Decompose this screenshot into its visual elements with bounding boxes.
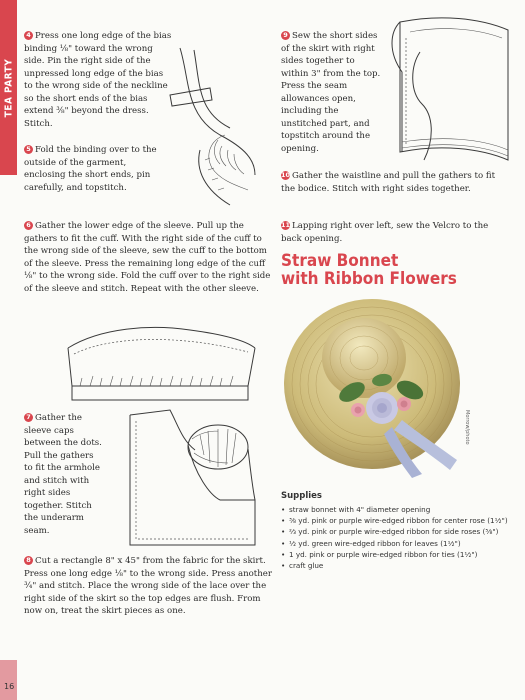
- supply-item: • ¹⁄₂ yd. green wire-edged ribbon for leaves (1¹⁄₂"): [281, 538, 511, 549]
- step-9: [281, 30, 381, 155]
- step-number: 7: [24, 413, 33, 422]
- straw-bonnet-photo: [282, 292, 467, 482]
- supply-item: • 1 yd. pink or purple wire-edged ribbon for ties (1¹⁄₂"): [281, 549, 511, 560]
- bonnet-title: [281, 252, 481, 288]
- step-text: Gather the sleeve caps between the dots. Pull the gathers to fit the armhole and stitch with right sides together. Stitch the underarm seam.: [24, 413, 102, 536]
- neckline-binding-illustration: [150, 40, 265, 215]
- step-text: Lapping right over left, sew the Velcro to the back opening.: [281, 221, 489, 244]
- bodice-sleeve-illustration: [100, 405, 270, 555]
- section-tab: [0, 0, 17, 175]
- step-11: [281, 220, 511, 245]
- skirt-illustration: [380, 12, 520, 172]
- step-8: [24, 555, 279, 618]
- supply-item: • straw bonnet with 4" diameter opening: [281, 504, 511, 515]
- step-text: Fold the binding over to the outside of the garment, enclosing the short ends, pin carefully, and topstitch.: [24, 145, 157, 193]
- step-number: 6: [24, 221, 33, 230]
- step-6: [24, 220, 274, 295]
- step-7: [24, 412, 104, 537]
- step-text: Press one long edge of the bias binding ¹⁄₈" toward the wrong side. Pin the right side of the unpressed long edge of the bias to the wrong side of the neckline so the short ends of the bias extend ³⁄₈" beyond the dress. Stitch.: [24, 31, 172, 129]
- supplies-list: [281, 504, 511, 571]
- margin-bar: [0, 660, 17, 700]
- step-number: 11: [281, 221, 291, 229]
- step-5: [24, 144, 159, 194]
- bonnet-title-line-2: with Ribbon Flowers: [281, 269, 457, 289]
- step-number: 4: [24, 31, 33, 40]
- supply-item: • ³⁄₈ yd. pink or purple wire-edged ribbon for center rose (1¹⁄₂"): [281, 515, 511, 526]
- step-number: 8: [24, 556, 33, 565]
- supply-item: • ²⁄₃ yd. pink or purple wire-edged ribbon for side roses (⁵⁄₈"): [281, 526, 511, 537]
- photo-credit: Morrow/photo: [464, 410, 470, 445]
- bonnet-title-line-1: Straw Bonnet: [281, 251, 399, 271]
- page-number: 16: [4, 682, 15, 691]
- step-number: 10: [281, 171, 291, 179]
- step-text: Sew the short sides of the skirt with right sides together to within 3" from the top. Press the seam allowances open, including the unstitched part, and topstitch around the opening.: [281, 31, 381, 154]
- step-text: Gather the waistline and pull the gathers to fit the bodice. Stitch with right sides together.: [281, 171, 496, 194]
- step-number: 5: [24, 145, 33, 154]
- section-tab-label: TEA PARTY: [3, 58, 14, 117]
- supply-item: • craft glue: [281, 560, 511, 571]
- step-text: Gather the lower edge of the sleeve. Pull up the gathers to fit the cuff. With the right side of the cuff to the wrong side of the sleeve, sew the cuff to the bottom of the sleeve. Press the remaining long edge of the cuff ¹⁄₈" to the wrong side. Fold the cuff over to the right side of the sleeve and stitch. Repeat with the other sleeve.: [24, 221, 271, 294]
- sleeve-cuff-illustration: [60, 318, 260, 406]
- step-text: Cut a rectangle 8" x 45" from the fabric for the skirt. Press one long edge ¹⁄₈" to the wrong side. Press another ³⁄₄" and stitch. Place the wrong side of the lace over the right side of the skirt so the top edges are flush. From now on, treat the skirt pieces as one.: [24, 556, 272, 616]
- step-number: 9: [281, 31, 290, 40]
- step-10: [281, 170, 511, 195]
- supplies-heading: Supplies: [281, 491, 322, 501]
